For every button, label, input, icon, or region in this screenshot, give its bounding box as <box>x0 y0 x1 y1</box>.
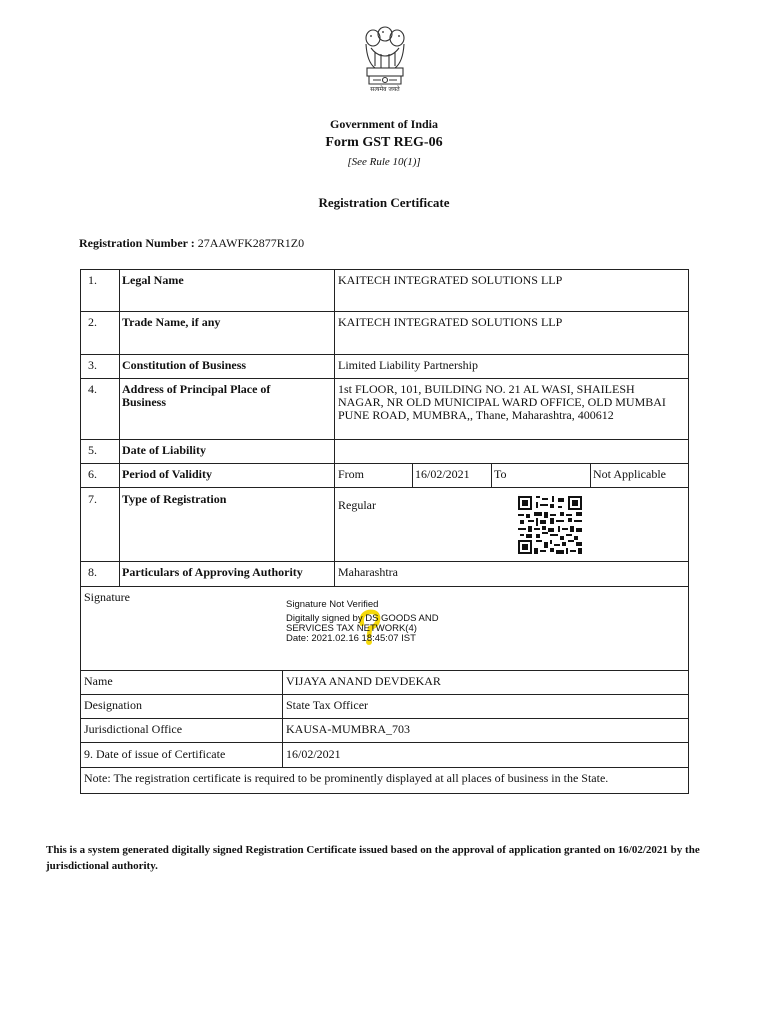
row-number: 3. <box>88 358 97 372</box>
registration-number <box>79 236 304 251</box>
certificate-title: Registration Certificate <box>318 195 450 210</box>
form-title: Form GST REG-06 <box>325 135 443 150</box>
date-of-issue-value: 16/02/2021 <box>286 747 341 761</box>
validity-to-value: Not Applicable <box>593 467 666 481</box>
validity-to-label: To <box>494 467 507 481</box>
row-number: 2. <box>88 315 97 329</box>
date-of-issue-label: 9. Date of issue of Certificate <box>84 747 226 761</box>
jurisdictional-office-label: Jurisdictional Office <box>84 722 183 736</box>
emblem-motto: सत्यमेव जयते <box>370 86 400 93</box>
designation-label: Designation <box>84 698 142 712</box>
row-number: 6. <box>88 467 97 481</box>
trade-name-value: KAITECH INTEGRATED SOLUTIONS LLP <box>338 315 563 329</box>
approving-authority-label: Particulars of Approving Authority <box>122 565 303 579</box>
registration-number-label: Registration Number : <box>79 236 195 250</box>
address-label: Address of Principal Place of Business <box>122 382 271 409</box>
officer-name-value: VIJAYA ANAND DEVDEKAR <box>286 674 441 688</box>
government-heading: Government of India <box>330 117 438 131</box>
designation-value: State Tax Officer <box>286 698 369 712</box>
signature-date: Date: 2021.02.16 18:45:07 IST <box>286 633 416 644</box>
period-of-validity-label: Period of Validity <box>122 467 213 481</box>
type-of-registration-label: Type of Registration <box>122 492 227 506</box>
officer-name-label: Name <box>84 674 113 688</box>
signature-signed-by: Digitally signed by DS GOODS AND <box>286 613 439 624</box>
legal-name-value: KAITECH INTEGRATED SOLUTIONS LLP <box>338 273 563 287</box>
row-number: 4. <box>88 382 97 396</box>
digital-signature-details <box>286 600 439 644</box>
constitution-label: Constitution of Business <box>122 358 247 372</box>
address-value: 1st FLOOR, 101, BUILDING NO. 21 AL WASI, SHAILESH NAGAR, NR OLD MUNICIPAL WARD OFFICE, OLD MUMBAI PUNE ROAD, MUMBRA,, Thane, Maharashtra, 400612 <box>338 382 666 422</box>
row-number: 1. <box>88 273 97 287</box>
legal-name-label: Legal Name <box>122 273 184 287</box>
row-number: 7. <box>88 492 97 506</box>
signature-label: Signature <box>84 590 130 604</box>
row-number: 5. <box>88 443 97 457</box>
system-generated-footer: This is a system generated digitally signed Registration Certificate issued based on the approval of application granted on 16/02/2021 by the jurisdictional authority. <box>46 844 700 872</box>
type-of-registration-value: Regular <box>338 498 376 512</box>
registration-number-value: 27AAWFK2877R1Z0 <box>197 236 305 250</box>
jurisdictional-office-value: KAUSA-MUMBRA_703 <box>286 722 411 736</box>
signature-signer-org: SERVICES TAX NETWORK(4) <box>286 623 417 634</box>
trade-name-label: Trade Name, if any <box>122 315 221 329</box>
date-of-liability-label: Date of Liability <box>122 443 206 457</box>
rule-reference: [See Rule 10(1)] <box>347 156 421 168</box>
qr-code-icon <box>516 494 584 556</box>
signature-status: Signature Not Verified <box>286 599 379 610</box>
validity-from-label: From <box>338 467 365 481</box>
constitution-value: Limited Liability Partnership <box>338 358 478 372</box>
display-note: Note: The registration certificate is required to be prominently displayed at all places of business in the State. <box>84 771 609 785</box>
row-number: 8. <box>88 565 97 579</box>
approving-authority-value: Maharashtra <box>338 565 398 579</box>
validity-from-value: 16/02/2021 <box>415 467 470 481</box>
